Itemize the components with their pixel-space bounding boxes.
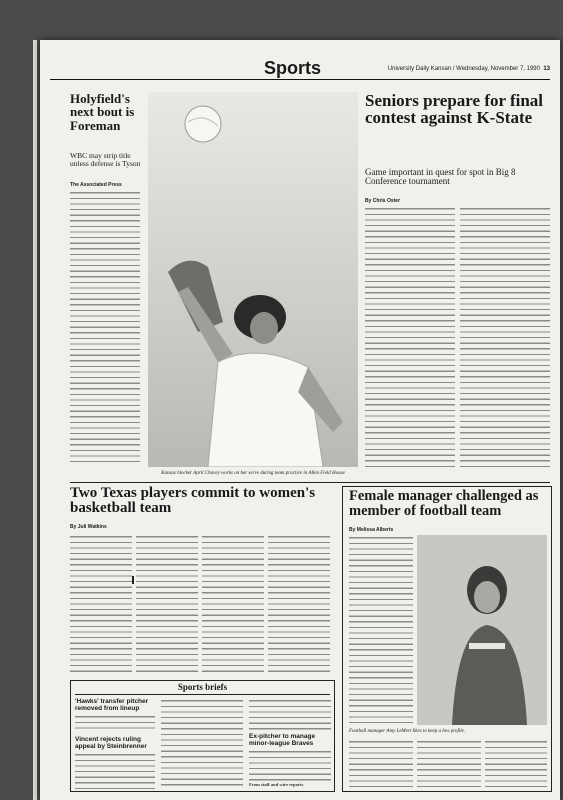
brief-body-col3a — [249, 698, 331, 730]
seniors-byline: By Chris Oster — [365, 198, 401, 204]
section-title: Sports — [264, 58, 322, 78]
holyfield-subhead: WBC may strip title unless defense is Tyson — [70, 151, 141, 168]
volleyball-player-image — [148, 92, 358, 467]
briefs-jump: From staff and wire reports — [249, 782, 304, 787]
manager-body-col1 — [349, 535, 413, 725]
seniors-subhead: Game important in quest for spot in Big 8 Conference tournament — [365, 167, 516, 187]
manager-headline: Female manager challenged as member of football team — [349, 488, 539, 519]
texas-body-col1 — [70, 534, 132, 674]
manager-photo — [417, 535, 547, 725]
brief-body-col2 — [161, 698, 243, 790]
brief-headline-3: Ex-pitcher to manage minor-league Braves — [249, 733, 316, 747]
manager-story-box — [342, 486, 552, 792]
brief-headline-1: 'Hawks' transfer pitcher removed from lineup — [75, 698, 149, 712]
manager-body-col4 — [485, 739, 547, 789]
brief-body-2 — [75, 752, 155, 790]
photo-caption: Kansas blocker April Chavey works on her serve during team practice in Allen Field House — [161, 471, 345, 476]
seniors-headline: Seniors prepare for final contest against K-State — [365, 91, 544, 128]
seniors-body-col2 — [460, 206, 550, 468]
texas-headline: Two Texas players commit to women's basketball team — [70, 485, 316, 517]
texas-body-col3 — [202, 534, 264, 674]
manager-body-col2 — [349, 739, 413, 789]
texas-byline: By Juli Watkins — [70, 524, 107, 530]
texas-body-col4 — [268, 534, 330, 674]
briefs-rule — [75, 694, 330, 695]
brief-headline-2: Vincent rejects ruling appeal by Steinbrenner — [75, 736, 147, 750]
briefs-title: Sports briefs — [177, 682, 228, 692]
holyfield-headline: Holyfield's next bout is Foreman — [70, 91, 135, 133]
newspaper-page — [40, 40, 560, 800]
sports-briefs-box — [70, 680, 335, 792]
holyfield-byline: The Associated Press — [70, 182, 122, 188]
page-stack-edge — [33, 40, 37, 800]
section-divider — [70, 482, 550, 483]
holyfield-body — [70, 190, 140, 465]
manager-byline: By Melissa Alberts — [349, 527, 394, 533]
volleyball-photo — [148, 92, 358, 467]
seniors-body-col1 — [365, 206, 455, 468]
masthead — [50, 58, 550, 80]
brief-body-1 — [75, 714, 155, 732]
brief-body-3 — [249, 749, 331, 781]
football-manager-image — [417, 535, 547, 725]
manager-body-col3 — [417, 739, 481, 789]
texas-body-col2 — [136, 534, 198, 674]
masthead-meta: University Daily Kansan / Wednesday, November 7, 1990 13 — [387, 66, 550, 72]
manager-caption: Football manager Amy LeMert likes to keep a low profile. — [349, 729, 466, 734]
